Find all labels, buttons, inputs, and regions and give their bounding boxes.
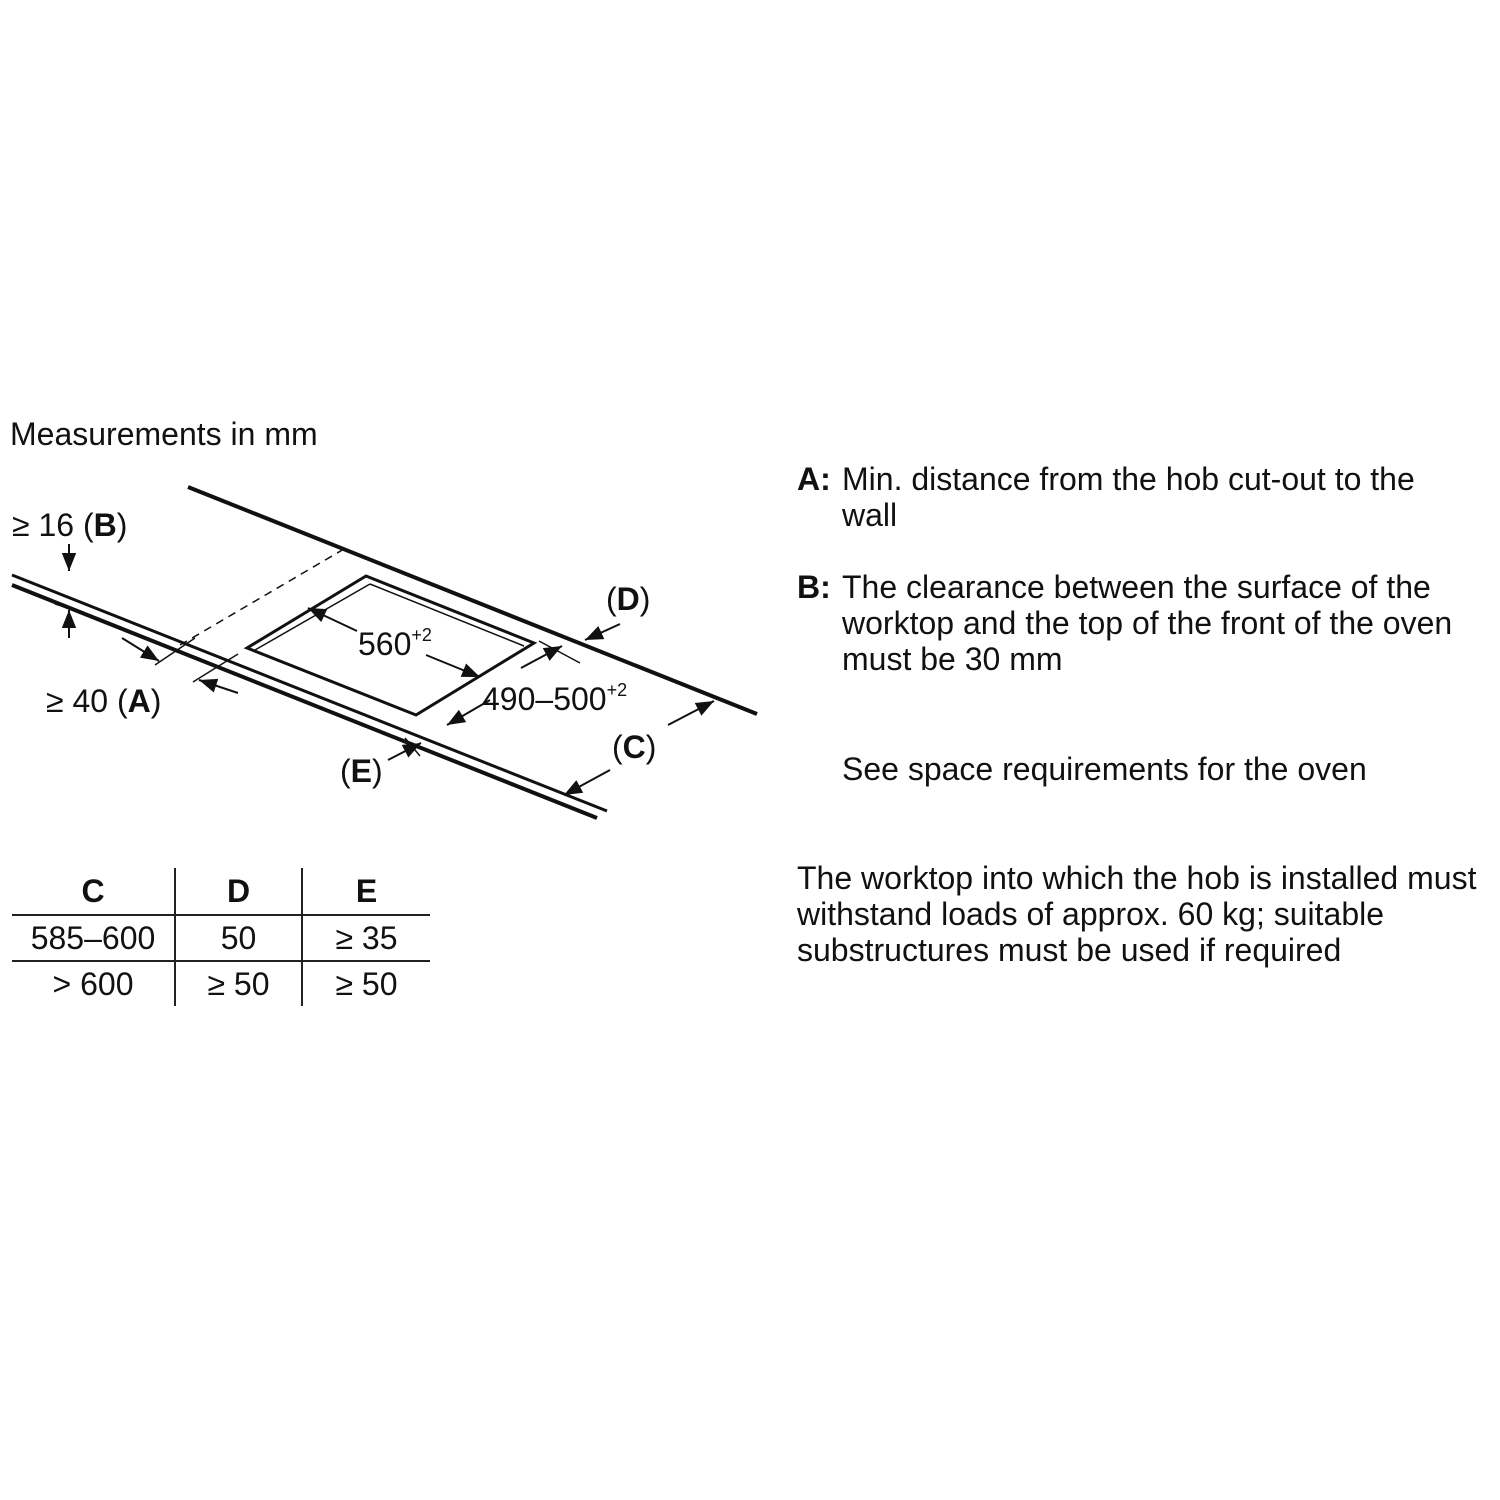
label-depth: $490-500^{+2}$ xyxy=(482,680,628,717)
label-b: ≥ 16 (B) xyxy=(12,507,128,543)
table-header-d: D xyxy=(175,868,302,915)
dim-depth-arrow-top xyxy=(521,646,562,668)
measurements-caption: Measurements in mm xyxy=(10,416,318,452)
table-header-e: E xyxy=(302,868,430,915)
cutout-extension-dashed xyxy=(175,549,344,648)
table-header-row xyxy=(12,868,430,915)
dim-a-witness-left xyxy=(155,638,195,665)
oven-space-note: See space requirements for the oven xyxy=(842,751,1367,787)
table-cell: 50 xyxy=(175,915,302,961)
hob-cutout-diagram xyxy=(0,460,780,840)
table-cell: > 600 xyxy=(52,965,134,1002)
dim-depth-witness xyxy=(539,641,580,663)
dimension-table xyxy=(12,868,430,1006)
dim-width-arrow-right xyxy=(426,655,480,677)
legend-item-a xyxy=(797,461,1462,533)
table-cell: ≥ 35 xyxy=(302,915,430,961)
dim-d-arrow xyxy=(585,624,620,640)
label-e: (E) xyxy=(340,753,383,789)
legend-key-b: B: xyxy=(797,569,831,605)
legend-text-a: Min. distance from the hob cut-out to the wall xyxy=(842,461,1415,533)
label-d: (D) xyxy=(606,581,651,617)
table-row xyxy=(12,915,430,961)
worktop-load-note: The worktop into which the hob is installed must withstand loads of approx. 60 kg; suitable substructures must be used if required xyxy=(797,860,1477,968)
dim-c-arrow-bottom xyxy=(564,770,610,795)
table-cell: ≥ 50 xyxy=(175,961,302,1006)
table-row xyxy=(12,961,430,1006)
label-width: $560^{+2}$ xyxy=(358,625,432,662)
table-cell: ≥ 50 xyxy=(302,961,430,1006)
label-a: ≥ 40 (A) xyxy=(46,683,162,719)
dim-width-arrow-left xyxy=(308,608,357,631)
table-header-c: C xyxy=(81,872,105,909)
legend-text-b: The clearance between the surface of the worktop and the top of the front of the oven must be 30 mm xyxy=(842,569,1453,677)
dim-a-arrow-right xyxy=(199,680,238,693)
legend-key-a: A: xyxy=(797,461,831,497)
legend-item-b xyxy=(797,569,1462,677)
table-cell: 585–600 xyxy=(30,919,156,956)
dim-c-arrow-top xyxy=(668,701,714,725)
label-c: (C) xyxy=(612,729,657,765)
hob-cutout-inner-left xyxy=(255,584,370,650)
